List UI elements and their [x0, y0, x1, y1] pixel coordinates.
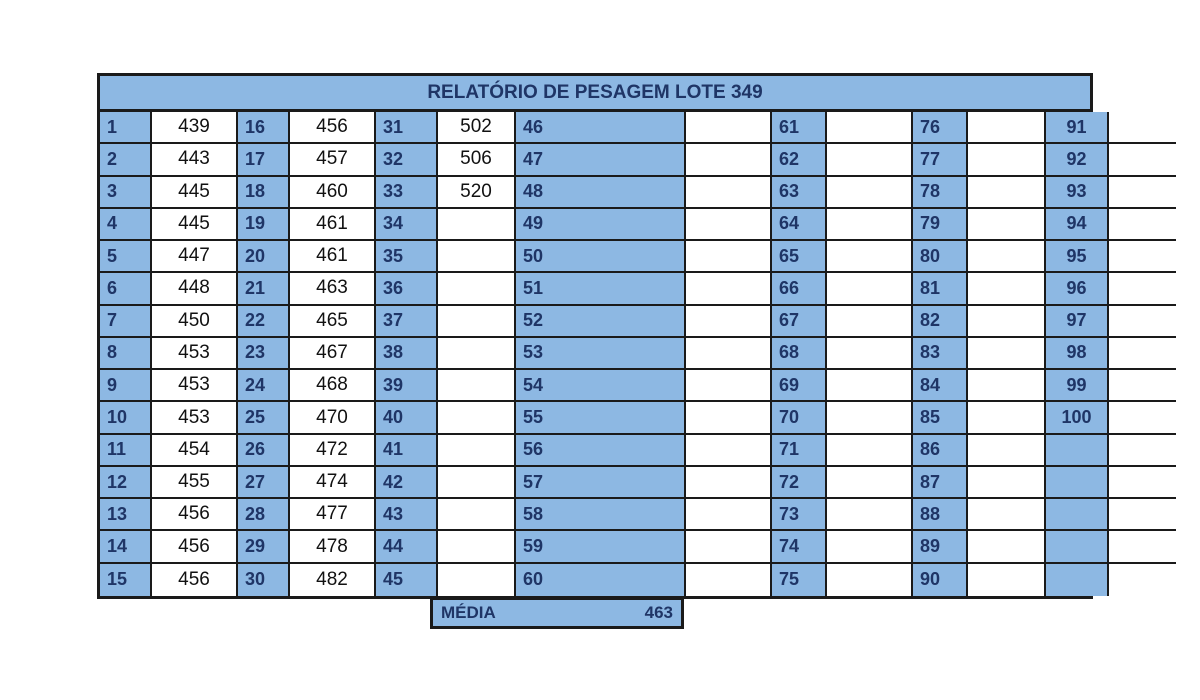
entry-weight: 445	[152, 209, 238, 241]
entry-number: 13	[100, 499, 152, 531]
entry-weight	[968, 402, 1046, 434]
entry-weight	[827, 177, 913, 209]
entry-weight	[438, 435, 516, 467]
entry-number: 71	[772, 435, 827, 467]
entry-weight: 465	[290, 306, 376, 338]
entry-number	[1046, 499, 1109, 531]
entry-weight	[438, 564, 516, 596]
entry-weight	[686, 564, 772, 596]
entry-number: 55	[516, 402, 686, 434]
entry-number	[1046, 467, 1109, 499]
entry-weight	[1109, 531, 1176, 563]
entry-number: 34	[376, 209, 438, 241]
entry-weight	[1109, 370, 1176, 402]
entry-number	[1046, 564, 1109, 596]
entry-number: 84	[913, 370, 968, 402]
entry-number: 45	[376, 564, 438, 596]
entry-weight	[1109, 499, 1176, 531]
entry-weight: 470	[290, 402, 376, 434]
entry-weight	[438, 209, 516, 241]
entry-weight: 445	[152, 177, 238, 209]
entry-number: 33	[376, 177, 438, 209]
entry-number: 85	[913, 402, 968, 434]
entry-weight	[1109, 112, 1176, 144]
entry-number: 15	[100, 564, 152, 596]
entry-number: 6	[100, 273, 152, 305]
entry-number: 87	[913, 467, 968, 499]
entry-weight	[827, 209, 913, 241]
entry-weight	[827, 273, 913, 305]
entry-weight	[827, 564, 913, 596]
entry-number: 3	[100, 177, 152, 209]
entry-weight	[827, 241, 913, 273]
entry-weight	[968, 564, 1046, 596]
entry-weight: 455	[152, 467, 238, 499]
entry-weight	[686, 531, 772, 563]
entry-number: 12	[100, 467, 152, 499]
entry-number: 25	[238, 402, 290, 434]
entry-weight: 482	[290, 564, 376, 596]
entry-weight	[968, 338, 1046, 370]
entry-number: 44	[376, 531, 438, 563]
entry-number: 20	[238, 241, 290, 273]
entry-number: 14	[100, 531, 152, 563]
entry-number: 88	[913, 499, 968, 531]
entry-weight: 461	[290, 209, 376, 241]
entry-weight	[438, 531, 516, 563]
entry-number	[1046, 531, 1109, 563]
entry-weight: 448	[152, 273, 238, 305]
entry-number: 29	[238, 531, 290, 563]
entry-weight	[1109, 144, 1176, 176]
entry-number: 63	[772, 177, 827, 209]
entry-number: 7	[100, 306, 152, 338]
entry-number: 47	[516, 144, 686, 176]
entry-number: 57	[516, 467, 686, 499]
entry-weight	[438, 273, 516, 305]
entry-weight	[827, 531, 913, 563]
entry-weight	[968, 209, 1046, 241]
entry-number: 40	[376, 402, 438, 434]
entry-number: 95	[1046, 241, 1109, 273]
entry-number: 82	[913, 306, 968, 338]
entry-number: 9	[100, 370, 152, 402]
report-title: RELATÓRIO DE PESAGEM LOTE 349	[100, 76, 1090, 112]
entry-weight: 506	[438, 144, 516, 176]
entry-weight	[968, 144, 1046, 176]
entry-number: 72	[772, 467, 827, 499]
entry-weight: 472	[290, 435, 376, 467]
entry-number: 96	[1046, 273, 1109, 305]
entry-weight	[1109, 209, 1176, 241]
entry-weight: 443	[152, 144, 238, 176]
entry-weight: 453	[152, 402, 238, 434]
entry-number: 80	[913, 241, 968, 273]
entry-weight: 461	[290, 241, 376, 273]
entry-number: 51	[516, 273, 686, 305]
entry-number: 70	[772, 402, 827, 434]
entry-weight: 456	[152, 531, 238, 563]
entry-number: 38	[376, 338, 438, 370]
average-label: MÉDIA	[441, 603, 496, 622]
entry-number: 48	[516, 177, 686, 209]
entry-number: 49	[516, 209, 686, 241]
entry-number: 37	[376, 306, 438, 338]
entry-number: 65	[772, 241, 827, 273]
entry-weight	[827, 435, 913, 467]
weighing-report-table	[97, 73, 1093, 599]
entry-number: 90	[913, 564, 968, 596]
entry-weight	[827, 338, 913, 370]
entry-number: 60	[516, 564, 686, 596]
entry-number: 16	[238, 112, 290, 144]
entry-weight: 478	[290, 531, 376, 563]
entry-number: 18	[238, 177, 290, 209]
entry-weight	[968, 177, 1046, 209]
entry-number: 1	[100, 112, 152, 144]
entry-number: 22	[238, 306, 290, 338]
entry-number: 35	[376, 241, 438, 273]
entry-weight	[686, 435, 772, 467]
entry-number: 61	[772, 112, 827, 144]
entry-number: 36	[376, 273, 438, 305]
entry-weight	[438, 306, 516, 338]
entry-weight	[827, 306, 913, 338]
entry-number: 50	[516, 241, 686, 273]
entry-number: 99	[1046, 370, 1109, 402]
entry-number: 69	[772, 370, 827, 402]
entry-weight: 502	[438, 112, 516, 144]
entry-number: 8	[100, 338, 152, 370]
entry-number: 26	[238, 435, 290, 467]
entry-weight	[686, 370, 772, 402]
entry-number: 91	[1046, 112, 1109, 144]
entry-weight	[1109, 273, 1176, 305]
entry-weight	[438, 499, 516, 531]
entry-number: 89	[913, 531, 968, 563]
entry-weight	[968, 273, 1046, 305]
entry-weight	[686, 338, 772, 370]
entry-number: 73	[772, 499, 827, 531]
entry-weight	[827, 144, 913, 176]
entry-weight	[827, 499, 913, 531]
entry-number: 81	[913, 273, 968, 305]
entry-weight	[438, 338, 516, 370]
entry-number: 42	[376, 467, 438, 499]
entry-weight: 447	[152, 241, 238, 273]
entry-weight	[1109, 177, 1176, 209]
entry-weight	[438, 241, 516, 273]
entry-weight	[686, 402, 772, 434]
entry-number: 43	[376, 499, 438, 531]
entry-weight	[827, 402, 913, 434]
entry-number: 86	[913, 435, 968, 467]
entry-number: 67	[772, 306, 827, 338]
entry-weight: 456	[152, 564, 238, 596]
average-value: 463	[644, 603, 673, 622]
entry-number: 94	[1046, 209, 1109, 241]
entry-weight: 460	[290, 177, 376, 209]
entry-weight	[968, 467, 1046, 499]
entry-weight	[827, 467, 913, 499]
entry-weight: 454	[152, 435, 238, 467]
entry-number: 23	[238, 338, 290, 370]
entry-weight	[827, 370, 913, 402]
entry-weight	[1109, 467, 1176, 499]
entry-weight	[686, 306, 772, 338]
entry-number: 59	[516, 531, 686, 563]
entry-number: 97	[1046, 306, 1109, 338]
entry-weight	[827, 112, 913, 144]
entry-weight: 467	[290, 338, 376, 370]
entry-weight	[1109, 241, 1176, 273]
entry-weight	[438, 402, 516, 434]
entry-number: 53	[516, 338, 686, 370]
entry-weight	[686, 467, 772, 499]
entry-weight: 463	[290, 273, 376, 305]
entry-number: 93	[1046, 177, 1109, 209]
entry-weight	[968, 435, 1046, 467]
entry-number: 79	[913, 209, 968, 241]
entry-weight: 450	[152, 306, 238, 338]
entry-number: 100	[1046, 402, 1109, 434]
entry-weight	[968, 112, 1046, 144]
entry-weight	[1109, 306, 1176, 338]
entry-number: 74	[772, 531, 827, 563]
entry-weight: 474	[290, 467, 376, 499]
entry-weight	[968, 370, 1046, 402]
entry-weight	[968, 306, 1046, 338]
entry-number: 75	[772, 564, 827, 596]
entry-weight	[438, 467, 516, 499]
entry-number: 31	[376, 112, 438, 144]
entry-number: 62	[772, 144, 827, 176]
entry-number: 64	[772, 209, 827, 241]
entry-number: 83	[913, 338, 968, 370]
entry-weight	[686, 273, 772, 305]
entry-weight	[968, 531, 1046, 563]
entry-number: 78	[913, 177, 968, 209]
entry-number: 19	[238, 209, 290, 241]
entry-number: 4	[100, 209, 152, 241]
entry-number: 41	[376, 435, 438, 467]
entry-number: 76	[913, 112, 968, 144]
entry-weight	[686, 144, 772, 176]
entry-number: 58	[516, 499, 686, 531]
entry-number: 46	[516, 112, 686, 144]
entry-weight: 457	[290, 144, 376, 176]
weights-grid	[100, 112, 1090, 596]
entry-number: 5	[100, 241, 152, 273]
entry-weight: 453	[152, 370, 238, 402]
entry-number: 77	[913, 144, 968, 176]
entry-number: 11	[100, 435, 152, 467]
entry-number: 21	[238, 273, 290, 305]
entry-number: 68	[772, 338, 827, 370]
entry-number: 56	[516, 435, 686, 467]
entry-number: 32	[376, 144, 438, 176]
entry-weight: 456	[290, 112, 376, 144]
entry-weight	[686, 177, 772, 209]
entry-number: 30	[238, 564, 290, 596]
entry-number: 54	[516, 370, 686, 402]
entry-weight	[1109, 338, 1176, 370]
entry-number	[1046, 435, 1109, 467]
entry-number: 17	[238, 144, 290, 176]
entry-number: 39	[376, 370, 438, 402]
entry-number: 52	[516, 306, 686, 338]
entry-weight	[1109, 435, 1176, 467]
entry-weight: 520	[438, 177, 516, 209]
entry-number: 92	[1046, 144, 1109, 176]
entry-weight: 456	[152, 499, 238, 531]
entry-number: 27	[238, 467, 290, 499]
entry-weight	[686, 241, 772, 273]
entry-number: 66	[772, 273, 827, 305]
entry-weight: 439	[152, 112, 238, 144]
entry-weight: 468	[290, 370, 376, 402]
entry-weight	[968, 241, 1046, 273]
entry-number: 2	[100, 144, 152, 176]
entry-weight	[968, 499, 1046, 531]
entry-weight	[686, 499, 772, 531]
entry-number: 10	[100, 402, 152, 434]
entry-weight	[686, 112, 772, 144]
entry-weight	[438, 370, 516, 402]
entry-number: 98	[1046, 338, 1109, 370]
entry-weight: 477	[290, 499, 376, 531]
entry-weight	[1109, 564, 1176, 596]
entry-weight	[686, 209, 772, 241]
entry-weight: 453	[152, 338, 238, 370]
entry-weight	[1109, 402, 1176, 434]
average-box	[430, 597, 684, 629]
entry-number: 24	[238, 370, 290, 402]
entry-number: 28	[238, 499, 290, 531]
